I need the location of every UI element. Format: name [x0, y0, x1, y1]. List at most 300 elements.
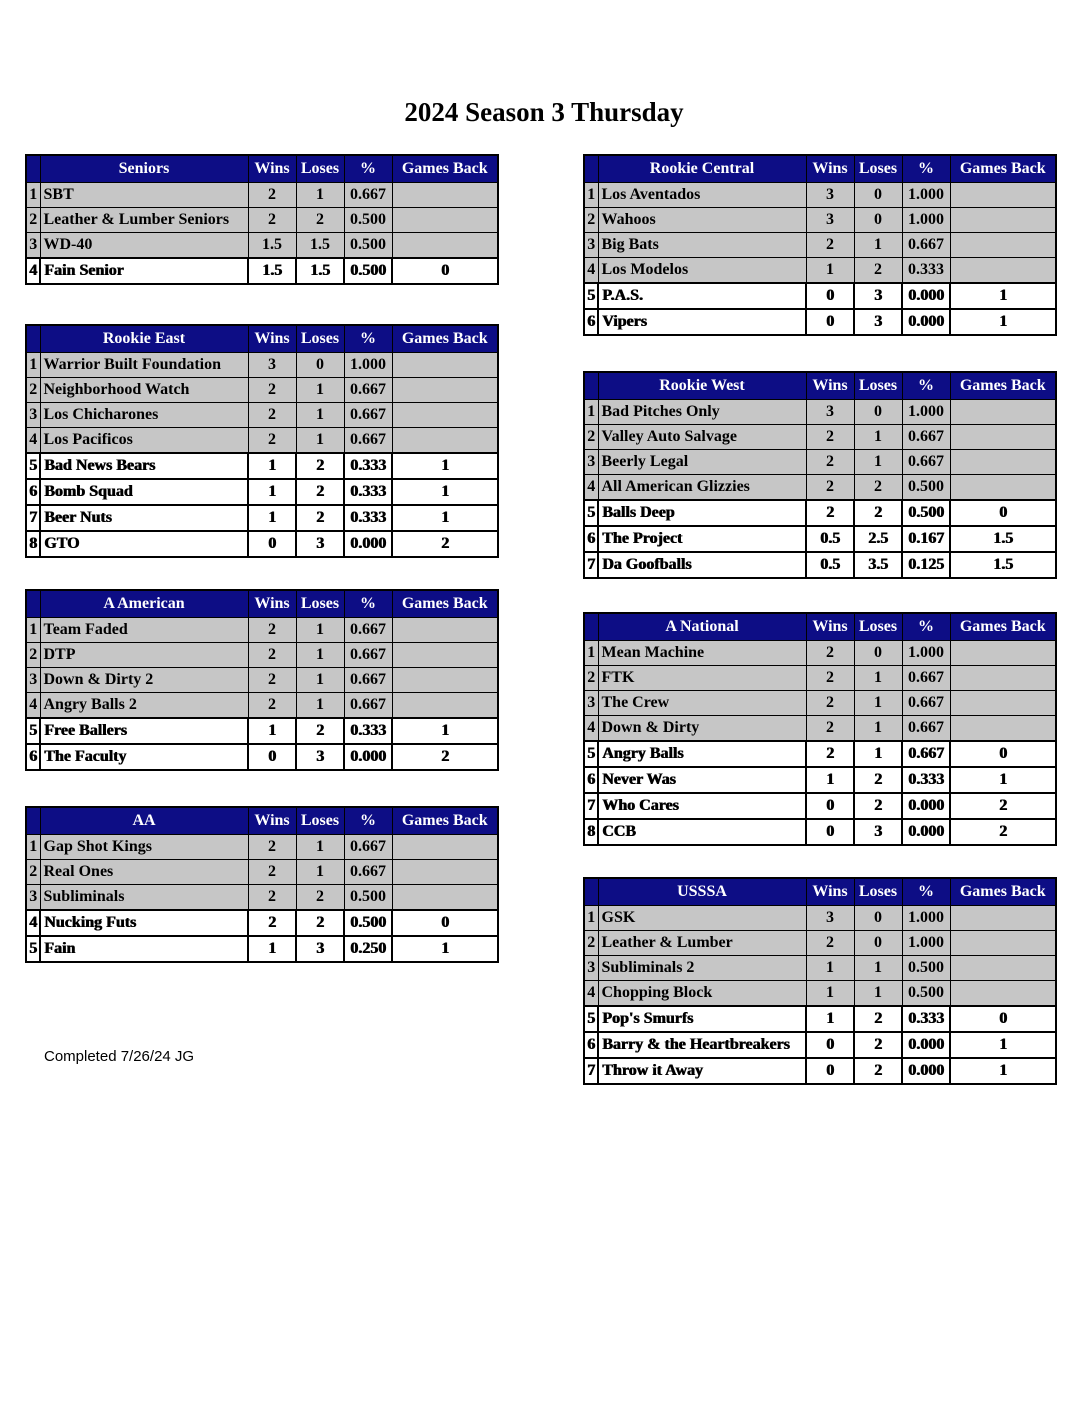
loses-value: 1 — [296, 693, 344, 719]
loses-value: 2 — [854, 1058, 902, 1084]
rank-cell: 6 — [584, 767, 598, 793]
pct-value: 0.333 — [344, 718, 392, 744]
loses-value: 2 — [854, 767, 902, 793]
table-row — [584, 425, 1056, 450]
wins-value: 1 — [248, 505, 296, 531]
loses-value: 2 — [296, 505, 344, 531]
team-name: Bad News Bears — [40, 453, 248, 479]
col-header-wins: Wins — [806, 155, 854, 183]
col-header-pct: % — [902, 155, 950, 183]
standings-table — [25, 589, 499, 771]
wins-value: 3 — [806, 208, 854, 233]
loses-value: 1 — [854, 716, 902, 742]
header-row — [584, 372, 1056, 400]
team-name: Team Faded — [40, 618, 248, 643]
pct-value: 0.667 — [344, 693, 392, 719]
pct-value: 0.000 — [344, 744, 392, 770]
team-name: Never Was — [598, 767, 806, 793]
team-name: Angry Balls — [598, 741, 806, 767]
pct-value: 0.333 — [344, 453, 392, 479]
team-name: GSK — [598, 906, 806, 931]
header-row — [26, 155, 498, 183]
wins-value: 2 — [248, 910, 296, 936]
pct-value: 0.000 — [902, 283, 950, 309]
division-title: Rookie West — [598, 372, 806, 400]
table-row — [26, 668, 498, 693]
loses-value: 2 — [296, 885, 344, 911]
pct-value: 0.500 — [344, 885, 392, 911]
team-name: GTO — [40, 531, 248, 557]
wins-value: 0 — [806, 309, 854, 335]
wins-value: 2 — [806, 425, 854, 450]
pct-value: 1.000 — [902, 400, 950, 425]
rank-cell: 4 — [584, 716, 598, 742]
rank-cell: 1 — [584, 400, 598, 425]
pct-value: 0.667 — [344, 403, 392, 428]
table-row — [584, 931, 1056, 956]
pct-value: 1.000 — [902, 208, 950, 233]
games-back-value — [950, 666, 1056, 691]
rank-cell: 2 — [584, 425, 598, 450]
wins-value: 1.5 — [248, 258, 296, 284]
rank-cell: 3 — [584, 956, 598, 981]
col-header-pct: % — [344, 325, 392, 353]
col-header-games-back: Games Back — [392, 155, 498, 183]
games-back-value — [950, 233, 1056, 258]
games-back-value: 0 — [950, 1006, 1056, 1032]
rank-cell: 6 — [584, 309, 598, 335]
rank-cell: 3 — [26, 668, 40, 693]
col-header-wins: Wins — [248, 155, 296, 183]
loses-value: 1.5 — [296, 233, 344, 259]
wins-value: 2 — [248, 693, 296, 719]
division-title: USSSA — [598, 878, 806, 906]
pct-value: 0.500 — [902, 956, 950, 981]
table-row — [26, 860, 498, 885]
pct-value: 0.667 — [344, 835, 392, 860]
games-back-value: 0 — [950, 500, 1056, 526]
wins-value: 0 — [806, 283, 854, 309]
team-name: P.A.S. — [598, 283, 806, 309]
team-name: SBT — [40, 183, 248, 208]
table-row — [26, 744, 498, 770]
pct-value: 0.500 — [344, 910, 392, 936]
games-back-value — [950, 258, 1056, 284]
table-row — [26, 183, 498, 208]
games-back-value: 2 — [392, 744, 498, 770]
games-back-value — [392, 428, 498, 454]
team-name: Leather & Lumber Seniors — [40, 208, 248, 233]
games-back-value: 1 — [392, 936, 498, 962]
games-back-value — [392, 860, 498, 885]
pct-value: 0.167 — [902, 526, 950, 552]
loses-value: 1 — [296, 428, 344, 454]
table-row — [584, 1006, 1056, 1032]
table-row — [26, 531, 498, 557]
games-back-value — [392, 403, 498, 428]
col-header-loses: Loses — [296, 590, 344, 618]
wins-value: 2 — [806, 931, 854, 956]
pct-value: 0.667 — [902, 450, 950, 475]
rank-cell: 6 — [584, 526, 598, 552]
col-header-pct: % — [344, 155, 392, 183]
pct-value: 0.000 — [902, 819, 950, 845]
pct-value: 0.333 — [344, 479, 392, 505]
team-name: Pop's Smurfs — [598, 1006, 806, 1032]
table-row — [584, 400, 1056, 425]
pct-value: 0.000 — [902, 309, 950, 335]
games-back-value: 2 — [950, 819, 1056, 845]
games-back-value — [950, 691, 1056, 716]
games-back-value — [950, 400, 1056, 425]
loses-value: 1 — [296, 860, 344, 885]
rank-cell: 2 — [26, 208, 40, 233]
header-row — [584, 613, 1056, 641]
col-header-loses: Loses — [854, 372, 902, 400]
wins-value: 2 — [806, 475, 854, 501]
col-header-pct: % — [902, 372, 950, 400]
standings-table — [25, 154, 499, 285]
team-name: The Project — [598, 526, 806, 552]
pct-value: 0.667 — [902, 741, 950, 767]
rank-cell: 1 — [584, 183, 598, 208]
table-row — [584, 309, 1056, 335]
pct-value: 0.667 — [344, 428, 392, 454]
pct-value: 0.000 — [344, 531, 392, 557]
wins-value: 2 — [806, 741, 854, 767]
table-row — [26, 428, 498, 454]
games-back-value — [950, 183, 1056, 208]
team-name: Los Pacificos — [40, 428, 248, 454]
table-row — [584, 475, 1056, 501]
pct-value: 1.000 — [902, 906, 950, 931]
col-header-loses: Loses — [296, 807, 344, 835]
standings-table-a-national — [583, 612, 1057, 846]
completion-note: Completed 7/26/24 JG — [44, 1048, 195, 1065]
wins-value: 3 — [806, 183, 854, 208]
corner-cell — [584, 878, 598, 906]
team-name: Nucking Futs — [40, 910, 248, 936]
col-header-games-back: Games Back — [392, 590, 498, 618]
team-name: Bomb Squad — [40, 479, 248, 505]
team-name: Los Aventados — [598, 183, 806, 208]
rank-cell: 6 — [26, 479, 40, 505]
rank-cell: 5 — [584, 283, 598, 309]
team-name: Barry & the Heartbreakers — [598, 1032, 806, 1058]
col-header-wins: Wins — [806, 613, 854, 641]
team-name: Warrior Built Foundation — [40, 353, 248, 378]
wins-value: 2 — [806, 716, 854, 742]
wins-value: 0 — [248, 531, 296, 557]
wins-value: 2 — [248, 403, 296, 428]
pct-value: 0.500 — [902, 981, 950, 1007]
wins-value: 2 — [248, 618, 296, 643]
rank-cell: 4 — [26, 693, 40, 719]
team-name: Free Ballers — [40, 718, 248, 744]
team-name: Balls Deep — [598, 500, 806, 526]
table-row — [26, 208, 498, 233]
wins-value: 0.5 — [806, 526, 854, 552]
rank-cell: 7 — [26, 505, 40, 531]
pct-value: 0.500 — [902, 475, 950, 501]
table-row — [26, 718, 498, 744]
col-header-pct: % — [344, 590, 392, 618]
games-back-value: 0 — [950, 741, 1056, 767]
rank-cell: 5 — [26, 718, 40, 744]
col-header-loses: Loses — [296, 155, 344, 183]
rank-cell: 3 — [26, 403, 40, 428]
games-back-value: 1.5 — [950, 552, 1056, 578]
rank-cell: 1 — [26, 183, 40, 208]
standings-table — [25, 324, 499, 558]
loses-value: 1 — [296, 378, 344, 403]
table-row — [584, 767, 1056, 793]
col-header-loses: Loses — [296, 325, 344, 353]
loses-value: 3 — [296, 936, 344, 962]
rank-cell: 5 — [584, 500, 598, 526]
loses-value: 2 — [854, 258, 902, 284]
loses-value: 1 — [296, 403, 344, 428]
wins-value: 1 — [248, 936, 296, 962]
table-row — [584, 552, 1056, 578]
loses-value: 1 — [296, 183, 344, 208]
table-row — [26, 835, 498, 860]
games-back-value — [950, 981, 1056, 1007]
standings-table-usssa — [583, 877, 1057, 1085]
table-row — [584, 526, 1056, 552]
rank-cell: 1 — [26, 835, 40, 860]
games-back-value: 1 — [950, 309, 1056, 335]
team-name: Subliminals 2 — [598, 956, 806, 981]
games-back-value — [392, 208, 498, 233]
table-row — [584, 233, 1056, 258]
games-back-value — [392, 618, 498, 643]
games-back-value — [392, 668, 498, 693]
table-row — [26, 643, 498, 668]
rank-cell: 5 — [26, 453, 40, 479]
loses-value: 1 — [854, 233, 902, 258]
table-row — [584, 208, 1056, 233]
pct-value: 0.667 — [902, 666, 950, 691]
team-name: Vipers — [598, 309, 806, 335]
col-header-games-back: Games Back — [392, 325, 498, 353]
rank-cell: 1 — [584, 641, 598, 666]
col-header-loses: Loses — [854, 155, 902, 183]
rank-cell: 7 — [584, 1058, 598, 1084]
wins-value: 1 — [806, 258, 854, 284]
rank-cell: 6 — [584, 1032, 598, 1058]
team-name: Gap Shot Kings — [40, 835, 248, 860]
col-header-pct: % — [902, 878, 950, 906]
wins-value: 2 — [806, 691, 854, 716]
pct-value: 1.000 — [902, 931, 950, 956]
loses-value: 3.5 — [854, 552, 902, 578]
wins-value: 1 — [248, 453, 296, 479]
loses-value: 1 — [296, 668, 344, 693]
table-row — [26, 453, 498, 479]
games-back-value: 1 — [950, 283, 1056, 309]
rank-cell: 7 — [584, 793, 598, 819]
loses-value: 1 — [296, 643, 344, 668]
wins-value: 0 — [806, 819, 854, 845]
corner-cell — [26, 590, 40, 618]
table-row — [584, 819, 1056, 845]
rank-cell: 8 — [26, 531, 40, 557]
table-row — [26, 479, 498, 505]
rank-cell: 8 — [584, 819, 598, 845]
games-back-value: 1 — [392, 479, 498, 505]
header-row — [584, 878, 1056, 906]
team-name: Big Bats — [598, 233, 806, 258]
team-name: Bad Pitches Only — [598, 400, 806, 425]
wins-value: 2 — [248, 183, 296, 208]
rank-cell: 1 — [26, 353, 40, 378]
team-name: Fain Senior — [40, 258, 248, 284]
table-row — [584, 906, 1056, 931]
wins-value: 2 — [806, 233, 854, 258]
corner-cell — [584, 155, 598, 183]
loses-value: 0 — [854, 931, 902, 956]
team-name: Los Modelos — [598, 258, 806, 284]
team-name: Wahoos — [598, 208, 806, 233]
pct-value: 0.500 — [344, 208, 392, 233]
team-name: Mean Machine — [598, 641, 806, 666]
col-header-loses: Loses — [854, 878, 902, 906]
pct-value: 0.667 — [902, 691, 950, 716]
pct-value: 0.500 — [902, 500, 950, 526]
rank-cell: 3 — [584, 450, 598, 475]
col-header-wins: Wins — [248, 807, 296, 835]
loses-value: 1 — [296, 618, 344, 643]
wins-value: 1.5 — [248, 233, 296, 259]
table-row — [584, 793, 1056, 819]
col-header-pct: % — [344, 807, 392, 835]
team-name: Chopping Block — [598, 981, 806, 1007]
rank-cell: 4 — [584, 475, 598, 501]
pct-value: 0.667 — [902, 716, 950, 742]
corner-cell — [584, 372, 598, 400]
loses-value: 1 — [854, 425, 902, 450]
pct-value: 0.500 — [344, 233, 392, 259]
team-name: Da Goofballs — [598, 552, 806, 578]
table-row — [26, 885, 498, 911]
table-row — [584, 283, 1056, 309]
division-title: AA — [40, 807, 248, 835]
rank-cell: 3 — [26, 233, 40, 259]
games-back-value: 1 — [392, 718, 498, 744]
team-name: All American Glizzies — [598, 475, 806, 501]
wins-value: 0.5 — [806, 552, 854, 578]
team-name: The Faculty — [40, 744, 248, 770]
team-name: Who Cares — [598, 793, 806, 819]
wins-value: 3 — [806, 400, 854, 425]
team-name: Fain — [40, 936, 248, 962]
team-name: Angry Balls 2 — [40, 693, 248, 719]
table-row — [584, 716, 1056, 742]
corner-cell — [584, 613, 598, 641]
wins-value: 2 — [806, 450, 854, 475]
standings-table — [583, 612, 1057, 846]
games-back-value — [950, 425, 1056, 450]
team-name: Subliminals — [40, 885, 248, 911]
standings-table-rookie-west — [583, 371, 1057, 579]
team-name: Neighborhood Watch — [40, 378, 248, 403]
loses-value: 0 — [854, 906, 902, 931]
loses-value: 2 — [854, 793, 902, 819]
corner-cell — [26, 807, 40, 835]
team-name: Real Ones — [40, 860, 248, 885]
team-name: CCB — [598, 819, 806, 845]
rank-cell: 3 — [584, 691, 598, 716]
standings-table — [25, 806, 499, 963]
wins-value: 0 — [806, 1032, 854, 1058]
table-row — [584, 450, 1056, 475]
wins-value: 0 — [806, 1058, 854, 1084]
pct-value: 0.500 — [344, 258, 392, 284]
games-back-value: 0 — [392, 258, 498, 284]
loses-value: 2 — [854, 475, 902, 501]
division-title: A American — [40, 590, 248, 618]
games-back-value: 1 — [950, 1058, 1056, 1084]
wins-value: 1 — [806, 767, 854, 793]
loses-value: 0 — [854, 183, 902, 208]
col-header-games-back: Games Back — [950, 372, 1056, 400]
pct-value: 0.667 — [344, 668, 392, 693]
games-back-value: 2 — [392, 531, 498, 557]
team-name: DTP — [40, 643, 248, 668]
team-name: Valley Auto Salvage — [598, 425, 806, 450]
table-row — [584, 666, 1056, 691]
pct-value: 0.000 — [902, 1058, 950, 1084]
table-row — [26, 233, 498, 259]
loses-value: 2 — [854, 1032, 902, 1058]
games-back-value — [950, 956, 1056, 981]
col-header-games-back: Games Back — [392, 807, 498, 835]
wins-value: 2 — [248, 208, 296, 233]
table-row — [26, 505, 498, 531]
pct-value: 0.333 — [902, 767, 950, 793]
wins-value: 1 — [806, 956, 854, 981]
loses-value: 3 — [296, 531, 344, 557]
loses-value: 0 — [854, 208, 902, 233]
team-name: Los Chicharones — [40, 403, 248, 428]
rank-cell: 2 — [26, 643, 40, 668]
rank-cell: 4 — [584, 981, 598, 1007]
rank-cell: 2 — [584, 208, 598, 233]
table-row — [584, 981, 1056, 1007]
pct-value: 0.125 — [902, 552, 950, 578]
table-row — [584, 258, 1056, 284]
rank-cell: 7 — [584, 552, 598, 578]
loses-value: 1 — [854, 956, 902, 981]
rank-cell: 2 — [26, 860, 40, 885]
wins-value: 3 — [248, 353, 296, 378]
wins-value: 1 — [248, 718, 296, 744]
rank-cell: 5 — [26, 936, 40, 962]
rank-cell: 2 — [584, 931, 598, 956]
table-row — [26, 618, 498, 643]
loses-value: 1 — [854, 666, 902, 691]
rank-cell: 4 — [584, 258, 598, 284]
wins-value: 2 — [248, 860, 296, 885]
wins-value: 2 — [248, 428, 296, 454]
corner-cell — [26, 325, 40, 353]
loses-value: 1 — [854, 741, 902, 767]
division-title: A National — [598, 613, 806, 641]
games-back-value — [392, 233, 498, 259]
table-row — [26, 353, 498, 378]
col-header-pct: % — [902, 613, 950, 641]
